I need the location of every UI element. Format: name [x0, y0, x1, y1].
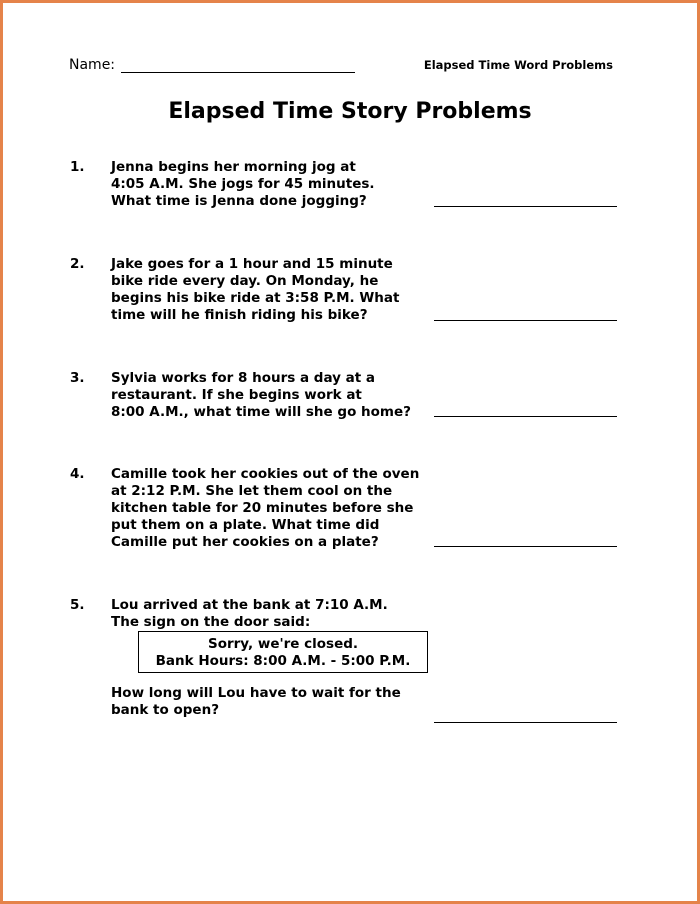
problem-text: Jenna begins her morning jog at 4:05 A.M. She jogs for 45 minutes. What time is Jenna done jogging? [111, 159, 375, 209]
answer-line-3[interactable] [434, 416, 617, 417]
name-blank-line[interactable] [121, 72, 355, 73]
sign-line-closed: Sorry, we're closed. [207, 636, 359, 652]
name-label: Name: [69, 57, 116, 73]
bank-sign [138, 631, 428, 673]
problem-number: 1. [70, 159, 85, 175]
sign-line-hours: Bank Hours: 8:00 A.M. - 5:00 P.M. [155, 653, 411, 669]
problem-number: 3. [70, 370, 85, 386]
problem-text: Camille took her cookies out of the oven at 2:12 P.M. She let them cool on the kitchen table for 20 minutes before she put them on a plate. What time did Camille put her cookies on a plate? [111, 466, 420, 550]
problem-text: Sylvia works for 8 hours a day at a restaurant. If she begins work at 8:00 A.M., what time will she go home? [111, 370, 411, 420]
answer-line-1[interactable] [434, 206, 617, 207]
problem-number: 5. [70, 597, 85, 613]
answer-line-5[interactable] [434, 722, 617, 723]
page-title: Elapsed Time Story Problems [168, 99, 532, 124]
problem-text: Jake goes for a 1 hour and 15 minute bike ride every day. On Monday, he begins his bike ride at 3:58 P.M. What time will he finish riding his bike? [111, 256, 400, 323]
problem-number: 4. [70, 466, 85, 482]
answer-line-4[interactable] [434, 546, 617, 547]
problem-question: How long will Lou have to wait for the bank to open? [111, 685, 401, 718]
header [69, 57, 613, 77]
answer-line-2[interactable] [434, 320, 617, 321]
problem-number: 2. [70, 256, 85, 272]
worksheet-type-label: Elapsed Time Word Problems [423, 58, 613, 72]
problem-text: Lou arrived at the bank at 7:10 A.M. The sign on the door said: [111, 597, 388, 630]
